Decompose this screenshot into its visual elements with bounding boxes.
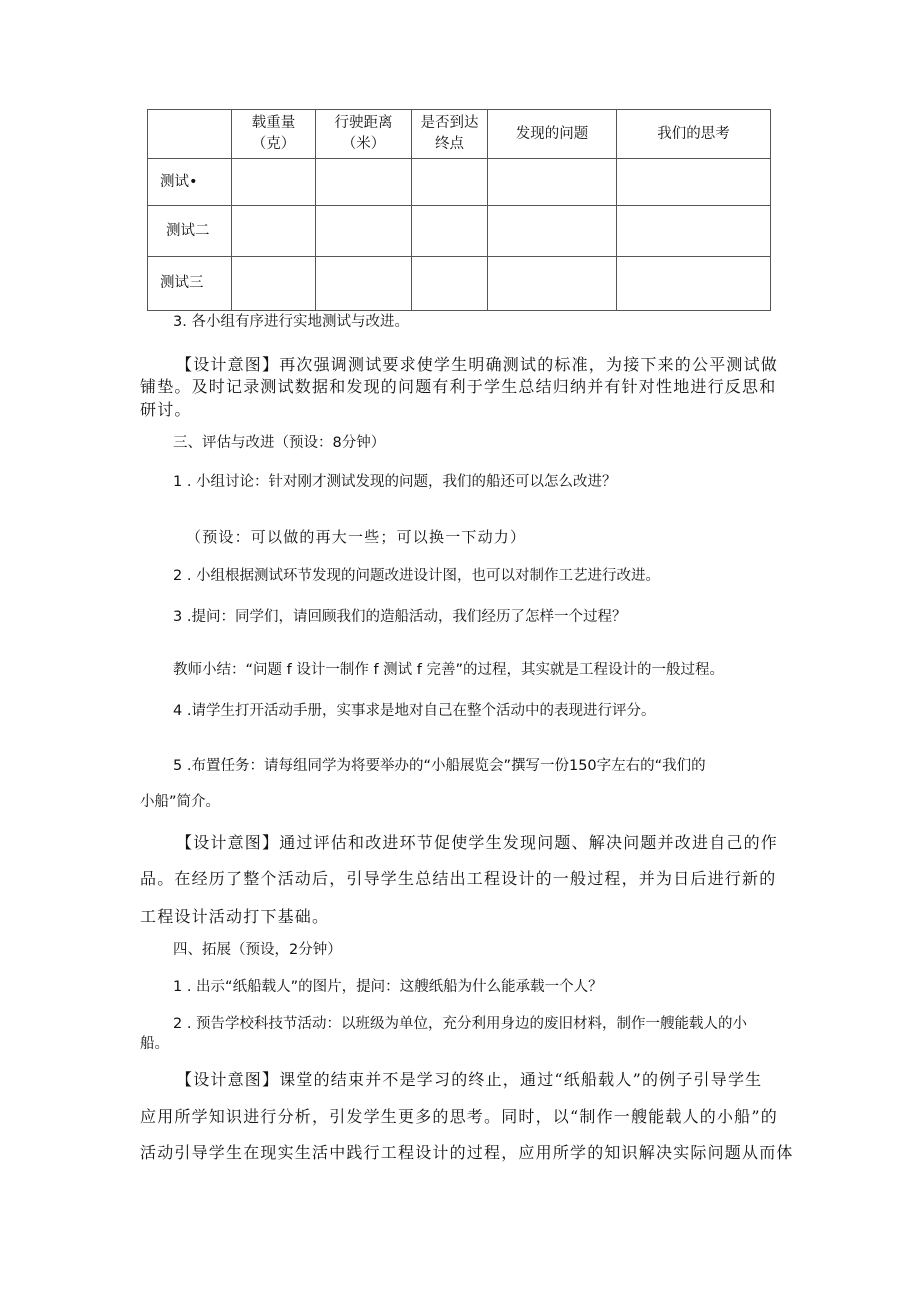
text-line: 小船”简介。 [140,794,221,810]
header-line: 是否到达 [420,115,479,131]
table-row [148,257,771,311]
cell [316,257,412,311]
text-line: 教师小结：“问题 f 设计一制作 f 测试 f 完善”的过程，其实就是工程设计的一般过程。 [173,662,724,678]
cell [617,159,771,206]
header-cell [232,110,316,159]
text-line: 2 . 小组根据测试环节发现的问题改进设计图，也可以对制作工艺进行改进。 [173,568,661,584]
header-line: 发现的问题 [515,125,589,142]
text-line: 1 . 出示“纸船载人”的图片，提问：这艘纸船为什么能承载一个人？ [173,979,603,995]
design-intent-line: 【设计意图】课堂的结束并不是学习的终止，通过“纸船载人”的例子引导学生 [176,1070,763,1089]
cell [488,159,617,206]
design-intent-line: 【设计意图】通过评估和改进环节促使学生发现问题、解决问题并改进自己的作 [176,833,779,852]
design-intent-line: 工程设计活动打下基础。 [140,907,330,926]
header-cell [316,110,412,159]
row-header: 测试三 [148,257,232,311]
cell [316,159,412,206]
text-line: （预设：可以做的再大一些；可以换一下动力） [186,528,527,546]
design-intent-line: 品。在经历了整个活动后，引导学生总结出工程设计的一般过程，并为日后进行新的 [140,869,777,888]
header-cell [412,110,488,159]
table-row [148,159,771,206]
row-header: 测试• [148,159,232,206]
cell [232,206,316,257]
header-cell [148,110,232,159]
header-line: 终点 [435,136,464,152]
text-line: 3 .提问：同学们，请回顾我们的造船活动，我们经历了怎样一个过程？ [173,609,627,625]
text-line: 2 . 预告学校科技节活动：以班级为单位，充分利用身边的废旧材料，制作一艘能载人的小 [173,1016,748,1032]
row-header: 测试二 [148,206,232,257]
cell [412,257,488,311]
text-line: 5 .布置任务：请每组同学为将要举办的“小船展览会”撰写一份150字左右的“我们的 [173,758,706,774]
cell [232,159,316,206]
cell [617,206,771,257]
header-line: 我们的思考 [657,125,730,142]
design-intent-line: 【设计意图】再次强调测试要求使学生明确测试的标准，为接下来的公平测试做 [176,355,779,374]
design-intent-line: 铺垫。及时记录测试数据和发现的问题有利于学生总结归纳并有针对性地进行反思和 [140,377,777,396]
test-record-table [147,109,771,311]
cell [316,206,412,257]
cell [232,257,316,311]
design-intent-line: 活动引导学生在现实生活中践行工程设计的过程，应用所学的知识解决实际问题从而体 [140,1143,794,1162]
header-cell [617,110,771,159]
text-line: 3. 各小组有序进行实地测试与改进。 [173,314,409,330]
section-heading: 四、拓展（预设，2分钟） [173,942,342,958]
header-label-load: 载重量（克） [251,115,296,152]
cell [617,257,771,311]
header-label-distance: 行驶距离（米） [334,115,393,152]
cell [488,206,617,257]
section-heading: 三、评估与改进（预设：8分钟） [173,435,386,451]
table-row [148,206,771,257]
design-intent-line: 研讨。 [140,400,192,419]
cell [412,159,488,206]
text-line: 4 .请学生打开活动手册，实事求是地对自己在整个活动中的表现进行评分。 [173,703,656,719]
design-intent-line: 应用所学知识进行分析，引发学生更多的思考。同时，以“制作一艘能载人的小船”的 [140,1107,778,1126]
text-line: 船。 [140,1036,169,1052]
cell [412,206,488,257]
cell [488,257,617,311]
table-header-row [148,110,771,159]
header-cell [488,110,617,159]
text-line: 1 . 小组讨论：针对刚才测试发现的问题，我们的船还可以怎么改进？ [173,474,617,490]
